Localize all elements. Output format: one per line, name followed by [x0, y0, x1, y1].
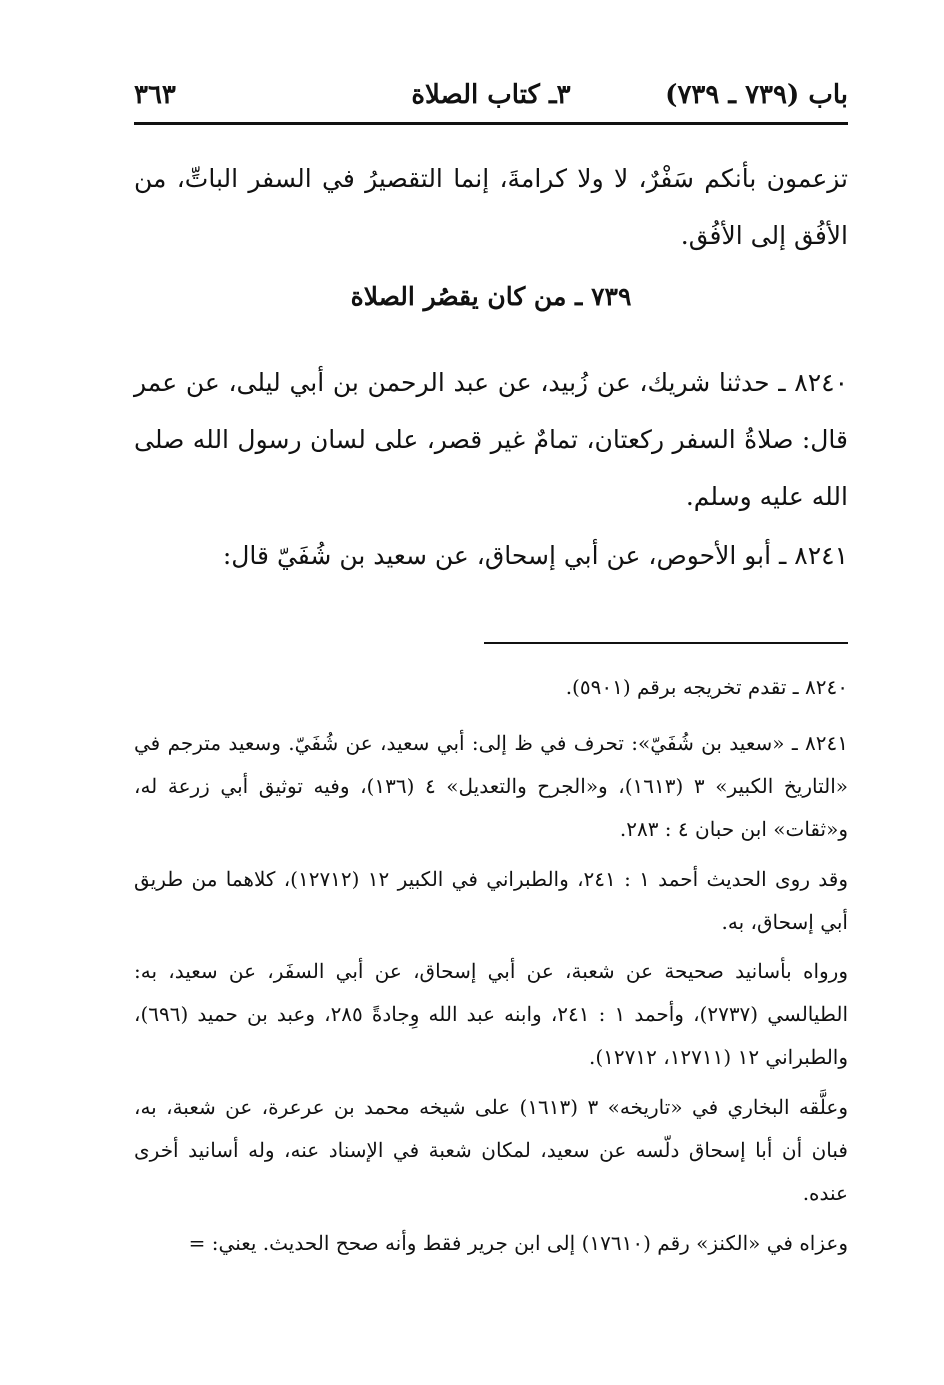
book-section-title: ٣ـ كتاب الصلاة [411, 80, 571, 110]
footnote-divider [484, 642, 848, 644]
footnote-paragraph: وعزاه في «الكنز» رقم (١٧٦١٠) إلى ابن جرير فقط وأنه صحح الحديث. يعني: = [188, 1231, 848, 1255]
chapter-title: ٧٣٩ ـ من كان يقصُر الصلاة [350, 282, 632, 311]
body-paragraph-continued: تزعمون بأنكم سَفْرٌ، لا ولا كرامةَ، إنما التقصيرُ في السفر الباتِّ، من الأفُق إلى الأفُق. [134, 164, 848, 250]
hadith-8240: ٨٢٤٠ ـ حدثنا شريك، عن زُبيد، عن عبد الرحمن بن أبي ليلى، عن عمر قال: صلاةُ السفر ركعتان، تمامٌ غير قصر، على لسان رسول الله صلى الله عليه وسلم. [134, 368, 848, 511]
footnote-8241: ٨٢٤١ ـ «سعيد بن شُفَيّ»: تحرف في ظ إلى: أبي سعيد، عن شُفَيّ. وسعيد مترجم في «التاريخ الكبير» ٣ (١٦١٣)، و«الجرح والتعديل» ٤ (١٣٦)، وفيه توثيق أبي زرعة له، و«ثقات» ابن حبان ٤ : ٢٨٣. [134, 731, 848, 841]
footnote-paragraph: وعلَّقه البخاري في «تاريخه» ٣ (١٦١٣) على شيخه محمد بن عرعرة، عن شعبة، به، فبان أن أبا إسحاق دلّسه عن سعيد، لمكان شعبة في الإسناد عنه، وله أسانيد أخرى عنده. [134, 1095, 848, 1205]
page-number: ٣٦٣ [134, 80, 176, 110]
footnote-paragraph: ورواه بأسانيد صحيحة عن شعبة، عن أبي إسحاق، عن أبي السفَر، عن سعيد، به: الطيالسي (٢٧٣٧)، وأحمد ١ : ٢٤١، وابنه عبد الله وِجادةً ٢٨٥، وعبد بن حميد (٦٩٦)، والطبراني ١٢ (١٢٧١١، ١٢٧١٢). [134, 959, 848, 1069]
header-divider [134, 122, 848, 125]
footnote-paragraph: وقد روى الحديث أحمد ١ : ٢٤١، والطبراني في الكبير ١٢ (١٢٧١٢)، كلاهما من طريق أبي إسحاق، به. [134, 867, 848, 934]
page-header [134, 80, 848, 120]
chapter-range-heading: باب (٧٣٩ ـ ٧٣٩) [665, 80, 848, 110]
footnote-8240: ٨٢٤٠ ـ تقدم تخريجه برقم (٥٩٠١). [565, 675, 848, 699]
hadith-8241: ٨٢٤١ ـ أبو الأحوص، عن أبي إسحاق، عن سعيد بن شُفَيّ قال: [222, 541, 848, 570]
